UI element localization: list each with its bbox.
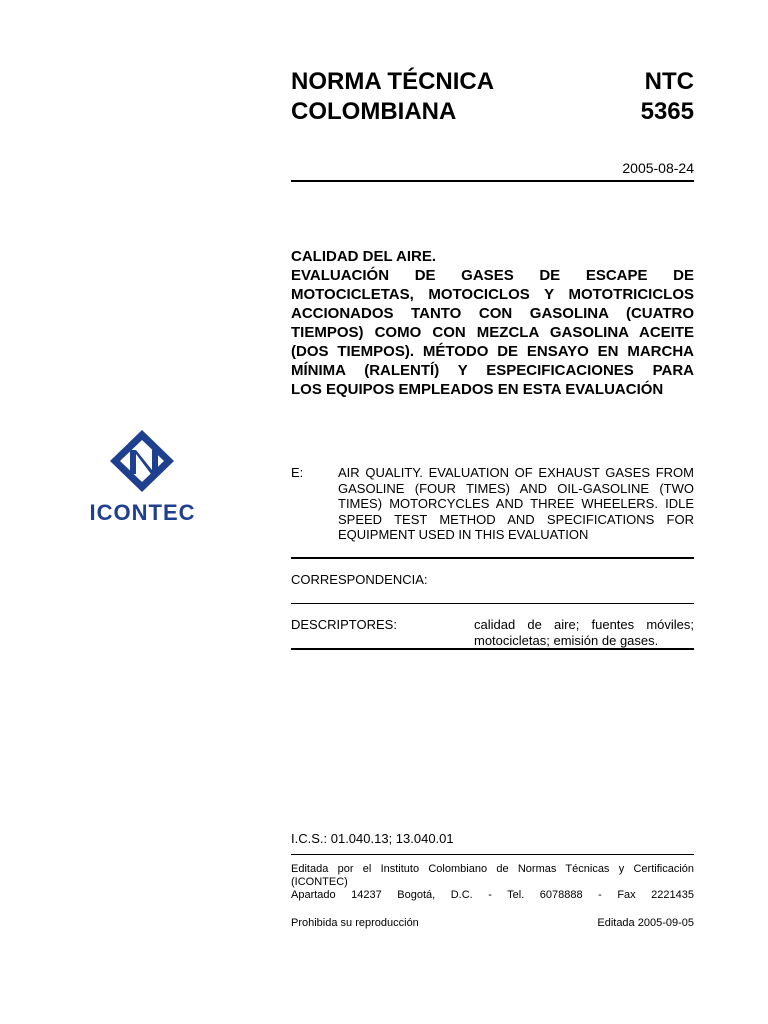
reproduction-notice: Prohibida su reproducción xyxy=(291,917,419,929)
correspondencia-rule xyxy=(291,603,694,604)
english-line: TIMES) MOTORCYCLES AND THREE WHEELERS. IDLE xyxy=(338,496,694,511)
standard-date: 2005-08-24 xyxy=(622,160,694,176)
standard-title xyxy=(291,67,551,127)
english-label: E: xyxy=(291,465,304,480)
correspondencia-label: CORRESPONDENCIA: xyxy=(291,572,428,587)
ics-rule xyxy=(291,854,694,855)
header-rule xyxy=(291,180,694,182)
standard-code-prefix: NTC xyxy=(644,68,694,95)
title-line: TIEMPOS) COMO CON MEZCLA GASOLINA ACEITE xyxy=(291,324,694,341)
ics-code: I.C.S.: 01.040.13; 13.040.01 xyxy=(291,831,454,846)
editorial-line: Editada por el Instituto Colombiano de Normas Técnicas y Certificación (ICONTEC) xyxy=(291,863,694,888)
english-rule xyxy=(291,557,694,559)
editorial-line: Apartado 14237 Bogotá, D.C. - Tel. 6078888 - Fax 2221435 xyxy=(291,889,694,901)
standard-title-line1: NORMA TÉCNICA xyxy=(291,68,495,95)
icontec-emblem-icon xyxy=(80,430,205,492)
descriptores-label: DESCRIPTORES: xyxy=(291,617,397,632)
standard-code-number: 5365 xyxy=(640,98,694,125)
spanish-title xyxy=(291,247,694,399)
english-line: SPEED TEST METHOD AND SPECIFICATIONS FOR xyxy=(338,511,694,527)
editorial-note xyxy=(291,863,694,902)
title-line: MOTOCICLETAS, MOTOCICLOS Y MOTOTRICICLOS xyxy=(291,286,694,303)
descriptores-rule xyxy=(291,648,694,650)
standard-title-line2: COLOMBIANA xyxy=(291,98,457,125)
english-title xyxy=(338,465,694,543)
title-line: CALIDAD DEL AIRE. xyxy=(291,248,437,265)
title-line: (DOS TIEMPOS). MÉTODO DE ENSAYO EN MARCHA xyxy=(291,343,694,360)
english-line: GASOLINE (FOUR TIMES) AND OIL-GASOLINE (TWO xyxy=(338,480,694,496)
english-line: EQUIPMENT USED IN THIS EVALUATION xyxy=(338,527,589,542)
title-line: LOS EQUIPOS EMPLEADOS EN ESTA EVALUACIÓN xyxy=(291,381,664,398)
title-line: EVALUACIÓN DE GASES DE ESCAPE DE xyxy=(291,267,694,284)
edition-date: Editada 2005-09-05 xyxy=(597,917,694,929)
title-line: ACCIONADOS TANTO CON GASOLINA (CUATRO xyxy=(291,305,694,322)
standard-code xyxy=(560,67,694,127)
english-line: AIR QUALITY. EVALUATION OF EXHAUST GASES FROM xyxy=(338,465,694,480)
descriptores-value xyxy=(474,617,694,648)
icontec-logo xyxy=(80,430,205,530)
title-line: MÍNIMA (RALENTÍ) Y ESPECIFICACIONES PARA xyxy=(291,362,694,379)
descriptores-line: motocicletas; emisión de gases. xyxy=(474,632,659,648)
descriptores-line: calidad de aire; fuentes móviles; xyxy=(474,617,694,632)
icontec-wordmark: ICONTEC xyxy=(89,500,196,525)
